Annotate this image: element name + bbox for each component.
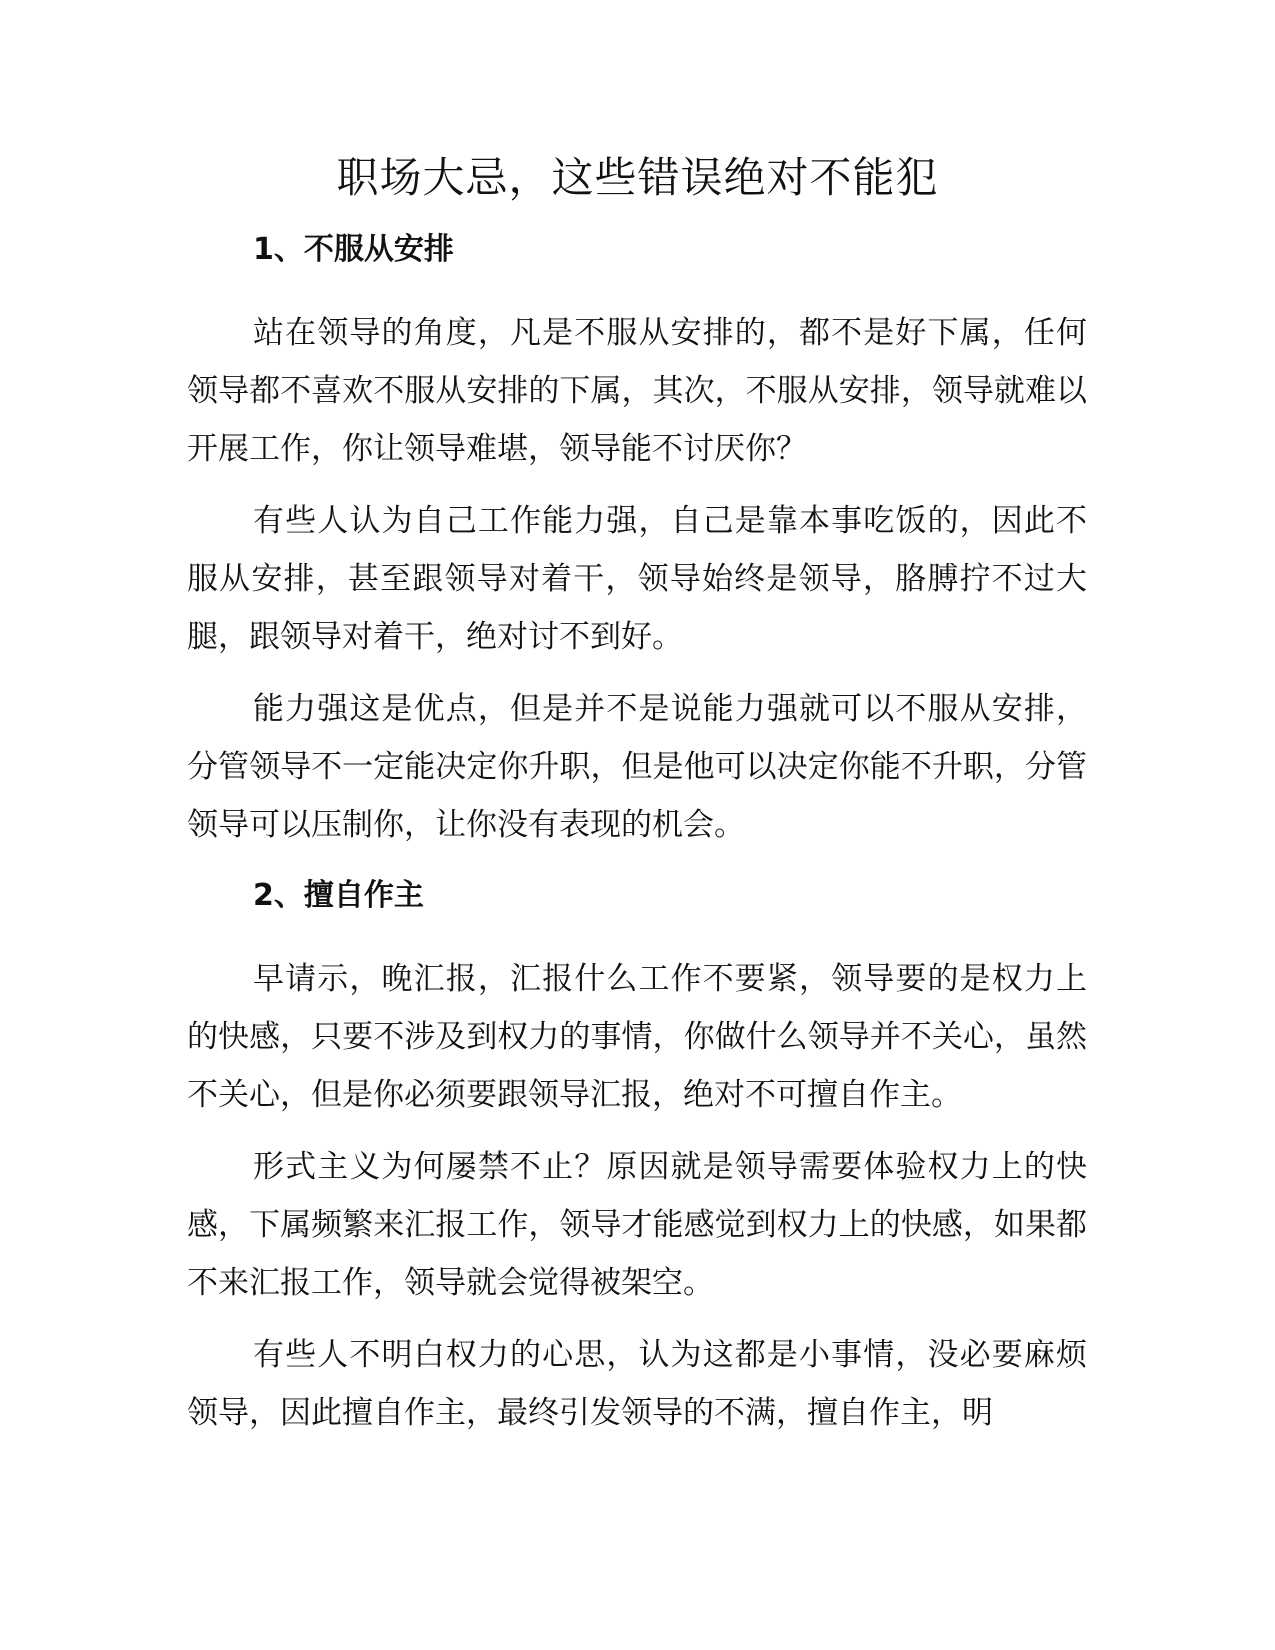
paragraph: 早请示，晚汇报，汇报什么工作不要紧，领导要的是权力上的快感，只要不涉及到权力的事情，你做什么领导并不关心，虽然不关心，但是你必须要跟领导汇报，绝对不可擅自作主。 [187, 961, 1087, 1113]
document-body [187, 222, 1087, 1456]
paragraph: 形式主义为何屡禁不止？原因就是领导需要体验权力上的快感，下属频繁来汇报工作，领导才能感觉到权力上的快感，如果都不来汇报工作，领导就会觉得被架空。 [187, 1149, 1087, 1301]
paragraph: 站在领导的角度，凡是不服从安排的，都不是好下属，任何领导都不喜欢不服从安排的下属，其次，不服从安排，领导就难以开展工作，你让领导难堪，领导能不讨厌你？ [187, 315, 1087, 467]
paragraph: 能力强这是优点，但是并不是说能力强就可以不服从安排，分管领导不一定能决定你升职，但是他可以决定你能不升职，分管领导可以压制你，让你没有表现的机会。 [187, 691, 1087, 843]
section-heading: 2、擅自作主 [253, 878, 424, 913]
page-title: 职场大忌，这些错误绝对不能犯 [336, 153, 939, 202]
paragraph: 有些人不明白权力的心思，认为这都是小事情，没必要麻烦领导，因此擅自作主，最终引发领导的不满，擅自作主，明 [187, 1337, 1087, 1431]
section-heading: 1、不服从安排 [253, 232, 454, 267]
paragraph: 有些人认为自己工作能力强，自己是靠本事吃饭的，因此不服从安排，甚至跟领导对着干，领导始终是领导，胳膊拧不过大腿，跟领导对着干，绝对讨不到好。 [187, 503, 1087, 655]
